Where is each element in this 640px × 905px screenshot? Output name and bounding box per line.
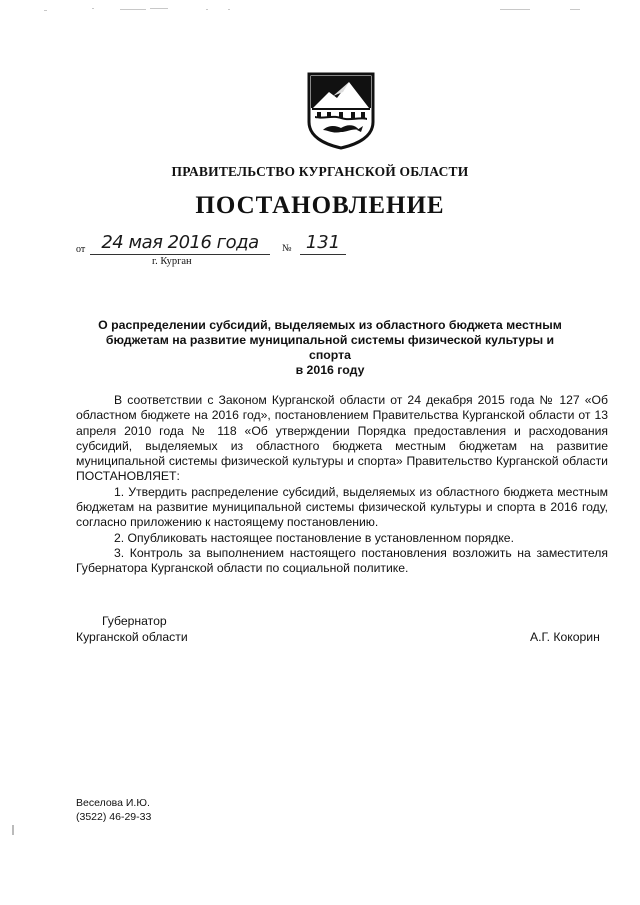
document-type-title: ПОСТАНОВЛЕНИЕ (195, 192, 445, 219)
subject-line-2: бюджетам на развитие муниципальной системы физической культуры и спорта (105, 333, 555, 362)
subject-line-3: в 2016 году (295, 363, 365, 377)
scan-artifact-dots (0, 0, 640, 20)
handwritten-number: 131 (300, 232, 346, 255)
kurgan-coat-of-arms-icon (303, 70, 379, 150)
executor-name: Веселова И.Ю. (76, 797, 150, 809)
document-subject (92, 318, 568, 378)
signatory-title-line-1: Губернатор (102, 614, 167, 628)
number-label: № (282, 243, 292, 254)
resolution-item-3: 3. Контроль за выполнением настоящего постановления возложить на заместителя Губернатора Курганской области по социальной политике. (76, 545, 608, 576)
scan-margin-mark (12, 825, 14, 835)
signatory-title (76, 614, 188, 645)
subject-line-1: О распределении субсидий, выделяемых из областного бюджета местным (98, 318, 562, 332)
registration-line (76, 232, 366, 260)
resolution-item-1: 1. Утвердить распределение субсидий, выделяемых из областного бюджета местным бюджетам на развитие муниципальной системы физической культуры и спорта в 2016 году, согласно приложению к настоящему постановлению. (76, 484, 608, 530)
date-from-label: от (76, 244, 86, 255)
coat-of-arms-emblem (303, 70, 379, 150)
signatory-name: А.Г. Кокорин (530, 630, 600, 644)
document-body (76, 393, 608, 577)
resolution-item-2: 2. Опубликовать настоящее постановление в установленном порядке. (114, 530, 514, 545)
signatory-title-line-2: Курганской области (76, 629, 188, 644)
executor-phone: (3522) 46-29-33 (76, 810, 152, 823)
preamble-paragraph: В соответствии с Законом Курганской области от 24 декабря 2015 года № 127 «Об областном бюджете на 2016 год», постановлением Правительства Курганской области от 13 апреля 2010 года № 118 «Об утверждении Порядка предоставления и расходования субсидий, выделяемых из областного бюджета местным бюджетам на развитие муниципальной системы физической культуры и спорта» Правительство Курганской области ПОСТАНОВЛЯЕТ: (76, 393, 608, 484)
executor-info (76, 797, 151, 824)
handwritten-date: 24 мая 2016 года (90, 232, 270, 255)
government-name: ПРАВИТЕЛЬСТВО КУРГАНСКОЙ ОБЛАСТИ (171, 164, 469, 179)
city-label: г. Курган (152, 256, 192, 267)
